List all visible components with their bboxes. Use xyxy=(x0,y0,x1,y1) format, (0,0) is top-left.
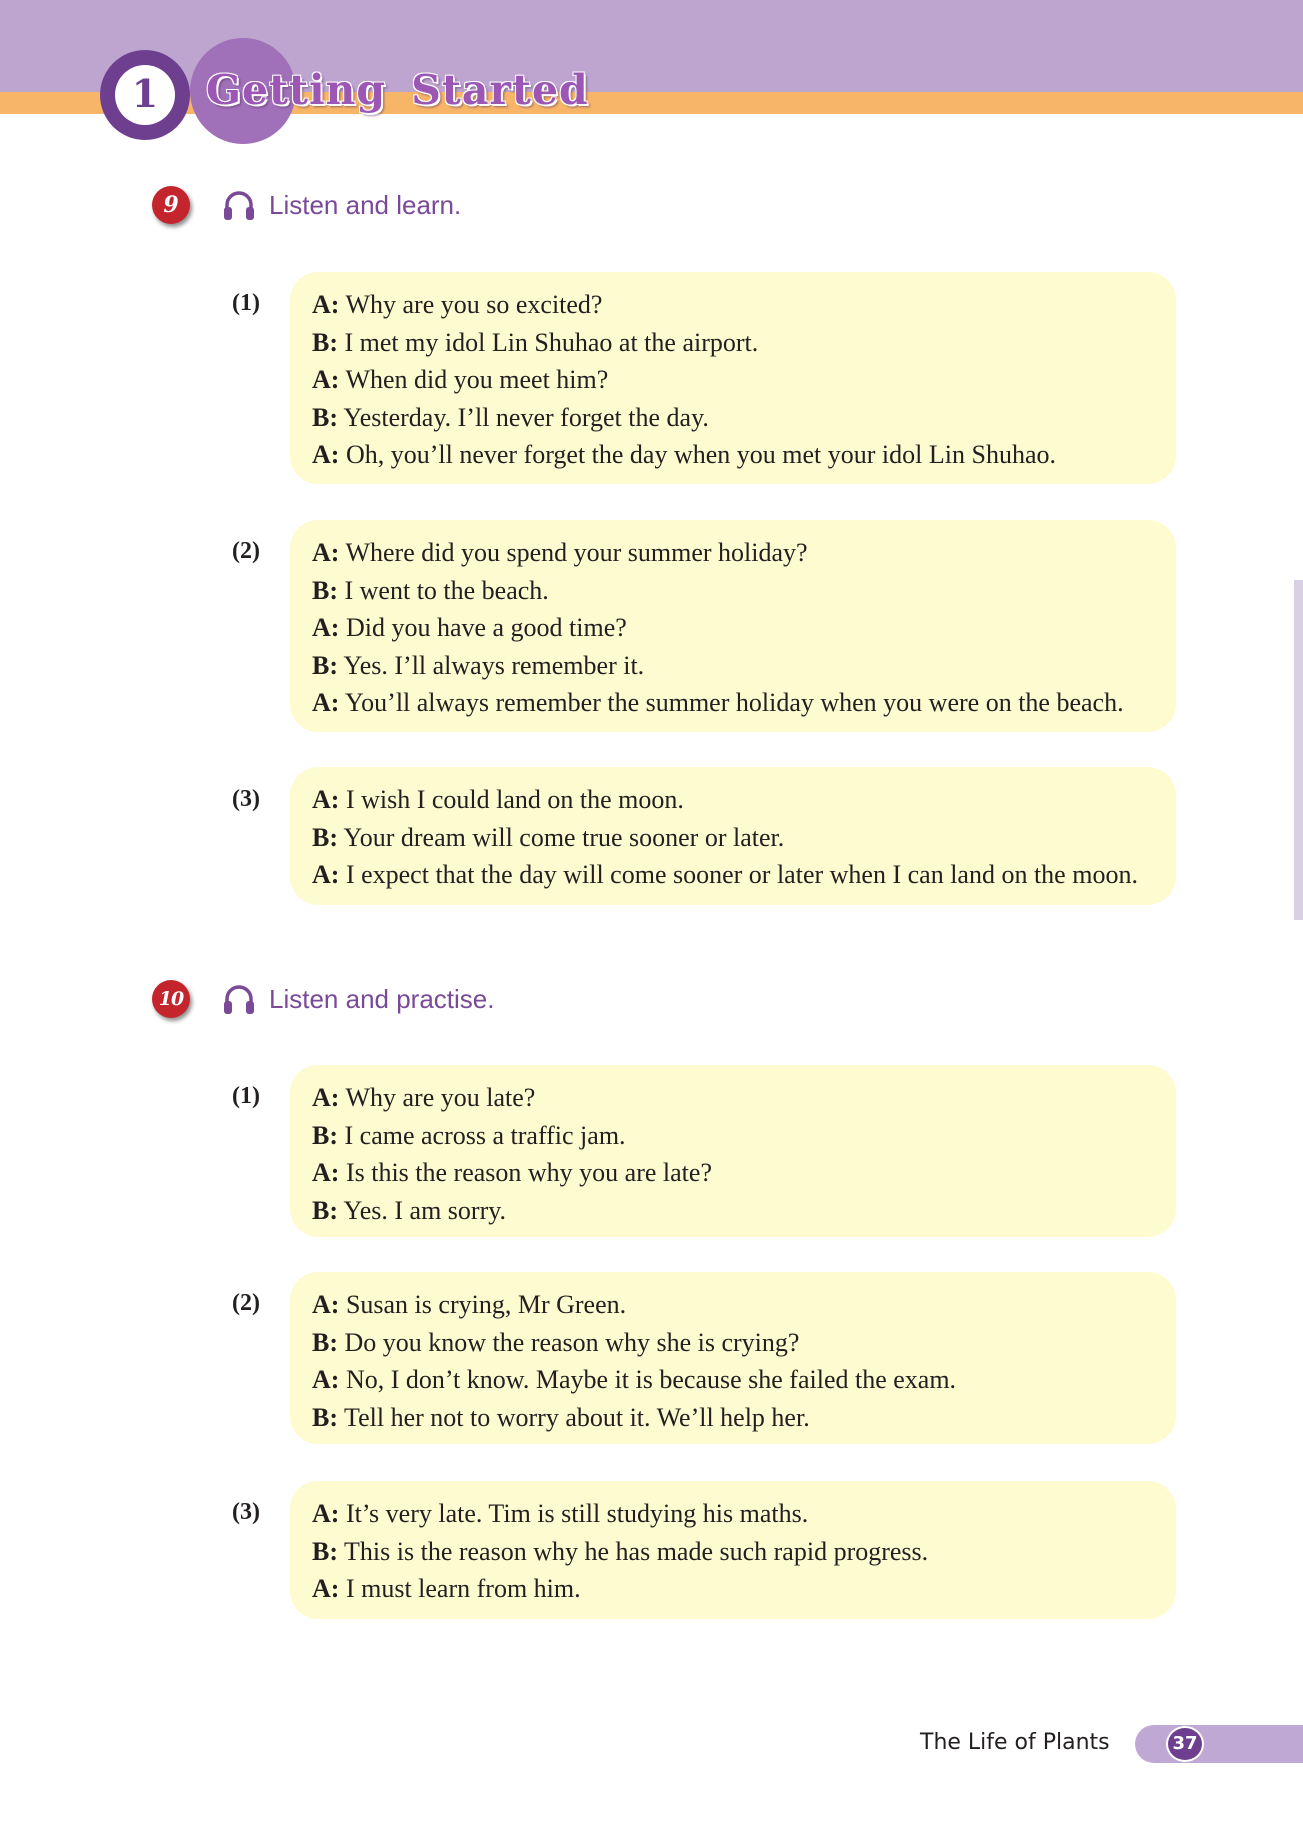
dialog-number: (1) xyxy=(232,1083,260,1109)
page-edge-tab xyxy=(1294,580,1303,920)
page-number: 37 xyxy=(1166,1726,1204,1762)
dialog-line: A: Did you have a good time? xyxy=(312,613,627,642)
dialog-line: A: Why are you so excited? xyxy=(312,290,603,319)
dialog-box xyxy=(290,767,1176,905)
headphones-icon[interactable] xyxy=(222,190,256,222)
dialog-line: A: Where did you spend your summer holiday? xyxy=(312,538,808,567)
dialog-line: B: Yes. I’ll always remember it. xyxy=(312,650,645,680)
section-instruction: Listen and learn. xyxy=(269,190,462,220)
dialog-line: B: Yesterday. I’ll never forget the day. xyxy=(312,402,709,432)
dialog-number: (3) xyxy=(232,1499,260,1525)
dialog-line: A: Why are you late? xyxy=(312,1083,536,1112)
dialog-number: (3) xyxy=(232,786,260,812)
dialog-number: (2) xyxy=(232,1290,260,1316)
dialog-box xyxy=(290,272,1176,484)
dialog-line: B: Do you know the reason why she is crying? xyxy=(312,1327,800,1357)
headphones-icon[interactable] xyxy=(222,984,256,1016)
unit-number: 1 xyxy=(115,65,175,125)
section-instruction: Listen and practise. xyxy=(269,984,495,1014)
dialog-number: (2) xyxy=(232,538,260,564)
dialog-box xyxy=(290,520,1176,732)
dialog-line: A: I expect that the day will come sooner or later when I can land on the moon. xyxy=(312,860,1138,889)
dialog-line: B: I met my idol Lin Shuhao at the airport. xyxy=(312,327,759,357)
footer-band xyxy=(1135,1725,1303,1763)
footer-unit-name: The Life of Plants xyxy=(920,1730,1110,1755)
dialog-line: A: You’ll always remember the summer holiday when you were on the beach. xyxy=(312,688,1124,717)
dialog-line: B: Your dream will come true sooner or later. xyxy=(312,822,785,852)
page-title: Getting Started xyxy=(206,66,589,114)
dialog-box xyxy=(290,1065,1176,1237)
dialog-line: A: Susan is crying, Mr Green. xyxy=(312,1290,627,1319)
dialog-box xyxy=(290,1272,1176,1444)
dialog-line: B: This is the reason why he has made such rapid progress. xyxy=(312,1536,929,1566)
section-number-badge: 10 xyxy=(152,980,190,1018)
dialog-box xyxy=(290,1481,1176,1619)
section-number-badge: 9 xyxy=(152,186,190,224)
dialog-line: A: It’s very late. Tim is still studying his maths. xyxy=(312,1499,809,1528)
dialog-line: B: I came across a traffic jam. xyxy=(312,1120,626,1150)
dialog-line: A: No, I don’t know. Maybe it is because she failed the exam. xyxy=(312,1365,957,1394)
dialog-line: A: Oh, you’ll never forget the day when you met your idol Lin Shuhao. xyxy=(312,440,1056,469)
dialog-number: (1) xyxy=(232,290,260,316)
dialog-line: B: Yes. I am sorry. xyxy=(312,1195,507,1225)
dialog-line: A: When did you meet him? xyxy=(312,365,609,394)
dialog-line: A: Is this the reason why you are late? xyxy=(312,1158,712,1187)
dialog-line: A: I must learn from him. xyxy=(312,1574,581,1603)
dialog-line: A: I wish I could land on the moon. xyxy=(312,785,684,814)
dialog-line: B: Tell her not to worry about it. We’ll help her. xyxy=(312,1402,810,1432)
dialog-line: B: I went to the beach. xyxy=(312,575,549,605)
